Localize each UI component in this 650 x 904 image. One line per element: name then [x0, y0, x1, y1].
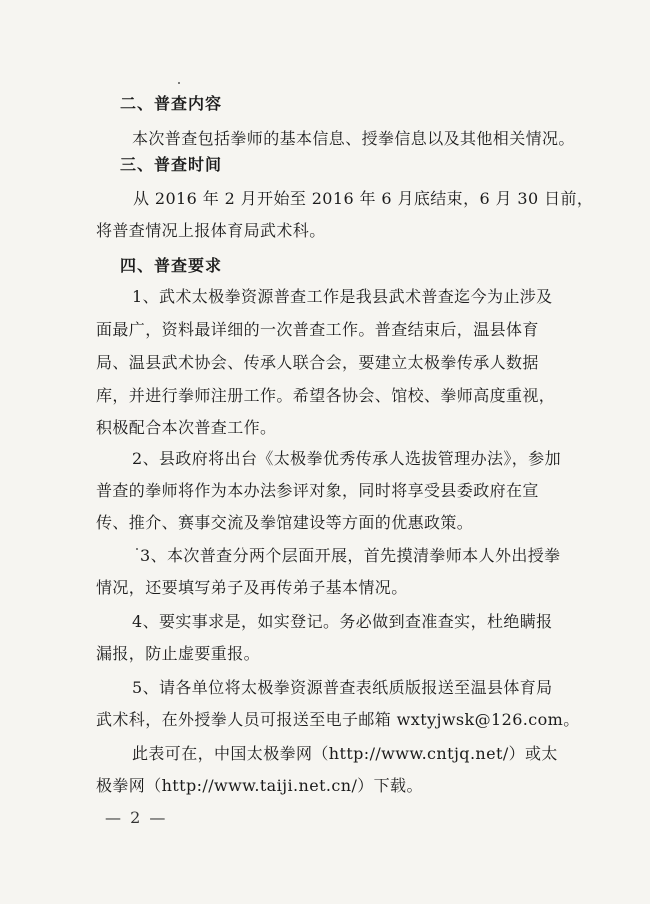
section-heading-requirements: 四、普查要求 — [120, 256, 223, 275]
download-note-line: 此表可在，中国太极拳网（http://www.cntjq.net/）或太 — [132, 744, 558, 763]
scan-speck — [178, 82, 180, 84]
requirement-line: 库，并进行拳师注册工作。希望各协会、馆校、拳师高度重视， — [96, 386, 556, 405]
section-heading-time: 三、普查时间 — [120, 155, 223, 174]
section-time-line: 从 2016 年 2 月开始至 2016 年 6 月底结束，6 月 30 日前， — [133, 189, 594, 208]
requirement-line: 情况，还要填写弟子及再传弟子基本情况。 — [96, 578, 408, 597]
requirement-line: 3、本次普查分两个层面开展，首先摸清拳师本人外出授拳 — [140, 546, 561, 565]
requirement-line: 局、温县武术协会、传承人联合会，要建立太极拳传承人数据 — [96, 353, 539, 372]
requirement-line: 漏报，防止虚要重报。 — [96, 644, 261, 663]
section-heading-content: 二、普查内容 — [120, 94, 223, 113]
scan-speck — [136, 548, 138, 550]
section-content-paragraph: 本次普查包括拳师的基本信息、授拳信息以及其他相关情况。 — [132, 129, 575, 148]
requirement-line: 武术科，在外授拳人员可报送至电子邮箱 wxtyjwsk@126.com。 — [96, 710, 580, 729]
download-note-line: 极拳网（http://www.taiji.net.cn/）下载。 — [96, 776, 423, 795]
requirement-line: 传、推介、赛事交流及拳馆建设等方面的优惠政策。 — [96, 513, 474, 532]
section-time-line: 将普查情况上报体育局武术科。 — [96, 221, 326, 240]
requirement-line: 面最广，资料最详细的一次普查工作。普查结束后，温县体育 — [96, 320, 539, 339]
requirement-line: 普查的拳师将作为本办法参评对象，同时将享受县委政府在宣 — [96, 481, 539, 500]
requirement-line: 1、武术太极拳资源普查工作是我县武术普查迄今为止涉及 — [132, 287, 553, 306]
requirement-line: 2、县政府将出台《太极拳优秀传承人选拔管理办法》，参加 — [132, 449, 561, 468]
requirement-line: 5、请各单位将太极拳资源普查表纸质版报送至温县体育局 — [132, 678, 553, 697]
requirement-line: 积极配合本次普查工作。 — [96, 418, 277, 437]
page-number: — 2 — — [105, 808, 168, 827]
requirement-line: 4、要实事求是，如实登记。务必做到查准查实，杜绝瞒报 — [132, 612, 553, 631]
